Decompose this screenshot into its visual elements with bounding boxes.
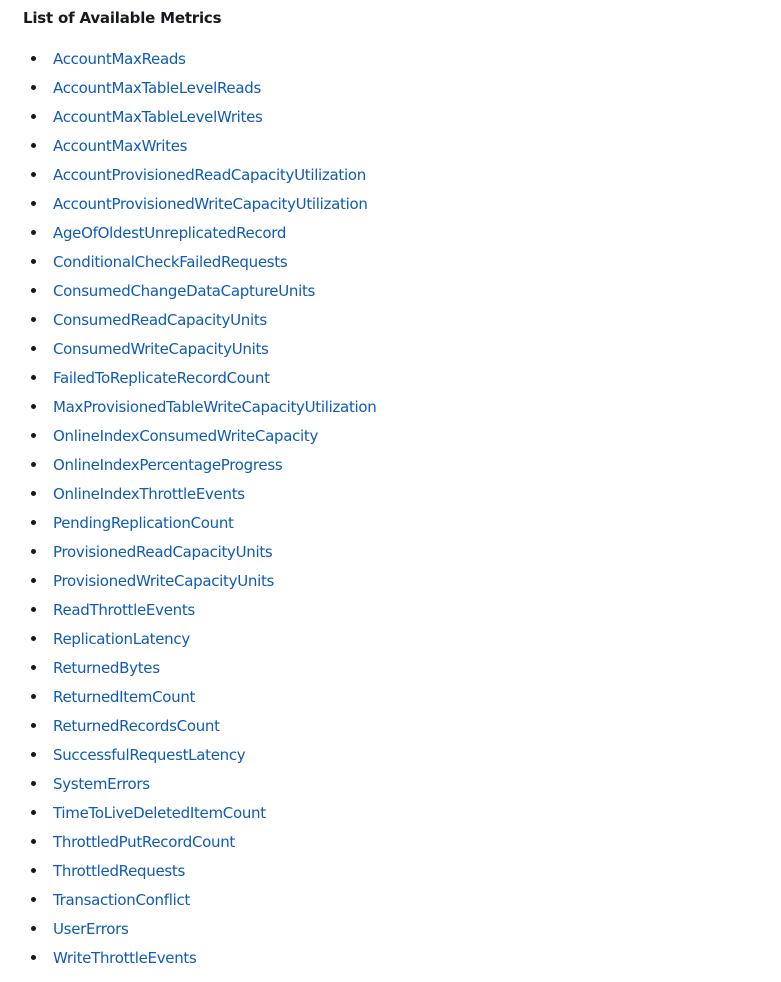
bullet-icon bbox=[31, 346, 36, 351]
metric-link[interactable]: ThrottledPutRecordCount bbox=[53, 833, 236, 851]
metric-link[interactable]: OnlineIndexConsumedWriteCapacity bbox=[53, 427, 319, 445]
list-item bbox=[0, 624, 376, 653]
metric-link[interactable]: ProvisionedReadCapacityUnits bbox=[53, 543, 273, 561]
metric-link[interactable]: OnlineIndexPercentageProgress bbox=[53, 456, 283, 474]
bullet-icon bbox=[31, 375, 36, 380]
metric-link[interactable]: PendingReplicationCount bbox=[53, 514, 234, 532]
list-item bbox=[0, 305, 376, 334]
metric-link[interactable]: ThrottledRequests bbox=[53, 862, 186, 880]
metric-link[interactable]: ReplicationLatency bbox=[53, 630, 190, 648]
list-item bbox=[0, 189, 376, 218]
metric-link[interactable]: ConsumedChangeDataCaptureUnits bbox=[53, 282, 316, 300]
metric-link[interactable]: AccountMaxTableLevelWrites bbox=[53, 108, 263, 126]
metric-link[interactable]: AccountMaxReads bbox=[53, 50, 186, 68]
list-item bbox=[0, 421, 376, 450]
metric-link[interactable]: TransactionConflict bbox=[53, 891, 191, 909]
metric-link[interactable]: AccountProvisionedWriteCapacityUtilization bbox=[53, 195, 368, 213]
metric-link[interactable]: ConsumedWriteCapacityUnits bbox=[53, 340, 269, 358]
bullet-icon bbox=[31, 723, 36, 728]
metric-link[interactable]: UserErrors bbox=[53, 920, 129, 938]
list-item bbox=[0, 247, 376, 276]
bullet-icon bbox=[31, 868, 36, 873]
metric-link[interactable]: ConsumedReadCapacityUnits bbox=[53, 311, 267, 329]
list-item bbox=[0, 73, 376, 102]
list-item bbox=[0, 44, 376, 73]
metric-link[interactable]: SuccessfulRequestLatency bbox=[53, 746, 246, 764]
metric-link[interactable]: FailedToReplicateRecordCount bbox=[53, 369, 270, 387]
bullet-icon bbox=[31, 114, 36, 119]
list-item bbox=[0, 392, 376, 421]
bullet-icon bbox=[31, 433, 36, 438]
list-item bbox=[0, 537, 376, 566]
bullet-icon bbox=[31, 491, 36, 496]
metric-link[interactable]: ReadThrottleEvents bbox=[53, 601, 195, 619]
list-item bbox=[0, 160, 376, 189]
list-item bbox=[0, 595, 376, 624]
bullet-icon bbox=[31, 926, 36, 931]
list-item bbox=[0, 682, 376, 711]
list-item bbox=[0, 450, 376, 479]
list-item bbox=[0, 856, 376, 885]
list-item bbox=[0, 566, 376, 595]
metric-link[interactable]: AgeOfOldestUnreplicatedRecord bbox=[53, 224, 287, 242]
metric-link[interactable]: AccountMaxTableLevelReads bbox=[53, 79, 261, 97]
metric-link[interactable]: MaxProvisionedTableWriteCapacityUtilization bbox=[53, 398, 377, 416]
list-item bbox=[0, 479, 376, 508]
bullet-icon bbox=[31, 172, 36, 177]
list-item bbox=[0, 508, 376, 537]
list-item bbox=[0, 914, 376, 943]
bullet-icon bbox=[31, 520, 36, 525]
bullet-icon bbox=[31, 955, 36, 960]
list-item bbox=[0, 276, 376, 305]
bullet-icon bbox=[31, 85, 36, 90]
metrics-list bbox=[0, 44, 376, 972]
metric-link[interactable]: AccountMaxWrites bbox=[53, 137, 188, 155]
metric-link[interactable]: ReturnedBytes bbox=[53, 659, 160, 677]
metric-link[interactable]: SystemErrors bbox=[53, 775, 150, 793]
metric-link[interactable]: OnlineIndexThrottleEvents bbox=[53, 485, 245, 503]
list-item bbox=[0, 943, 376, 972]
list-item bbox=[0, 740, 376, 769]
bullet-icon bbox=[31, 897, 36, 902]
bullet-icon bbox=[31, 549, 36, 554]
list-item bbox=[0, 363, 376, 392]
bullet-icon bbox=[31, 810, 36, 815]
metric-link[interactable]: ProvisionedWriteCapacityUnits bbox=[53, 572, 275, 590]
bullet-icon bbox=[31, 56, 36, 61]
list-item bbox=[0, 653, 376, 682]
metric-link[interactable]: TimeToLiveDeletedItemCount bbox=[53, 804, 266, 822]
list-item bbox=[0, 102, 376, 131]
bullet-icon bbox=[31, 839, 36, 844]
list-item bbox=[0, 827, 376, 856]
bullet-icon bbox=[31, 230, 36, 235]
list-item bbox=[0, 885, 376, 914]
bullet-icon bbox=[31, 781, 36, 786]
bullet-icon bbox=[31, 462, 36, 467]
metric-link[interactable]: AccountProvisionedReadCapacityUtilization bbox=[53, 166, 366, 184]
metric-link[interactable]: WriteThrottleEvents bbox=[53, 949, 197, 967]
list-item bbox=[0, 769, 376, 798]
bullet-icon bbox=[31, 665, 36, 670]
bullet-icon bbox=[31, 317, 36, 322]
list-item bbox=[0, 218, 376, 247]
bullet-icon bbox=[31, 752, 36, 757]
bullet-icon bbox=[31, 607, 36, 612]
bullet-icon bbox=[31, 636, 36, 641]
list-item bbox=[0, 711, 376, 740]
list-item bbox=[0, 131, 376, 160]
bullet-icon bbox=[31, 143, 36, 148]
bullet-icon bbox=[31, 288, 36, 293]
bullet-icon bbox=[31, 694, 36, 699]
bullet-icon bbox=[31, 578, 36, 583]
bullet-icon bbox=[31, 404, 36, 409]
bullet-icon bbox=[31, 259, 36, 264]
bullet-icon bbox=[31, 201, 36, 206]
metric-link[interactable]: ReturnedItemCount bbox=[53, 688, 196, 706]
list-item bbox=[0, 334, 376, 363]
metric-link[interactable]: ConditionalCheckFailedRequests bbox=[53, 253, 288, 271]
metric-link[interactable]: ReturnedRecordsCount bbox=[53, 717, 220, 735]
page-title: List of Available Metrics bbox=[23, 9, 222, 27]
list-item bbox=[0, 798, 376, 827]
